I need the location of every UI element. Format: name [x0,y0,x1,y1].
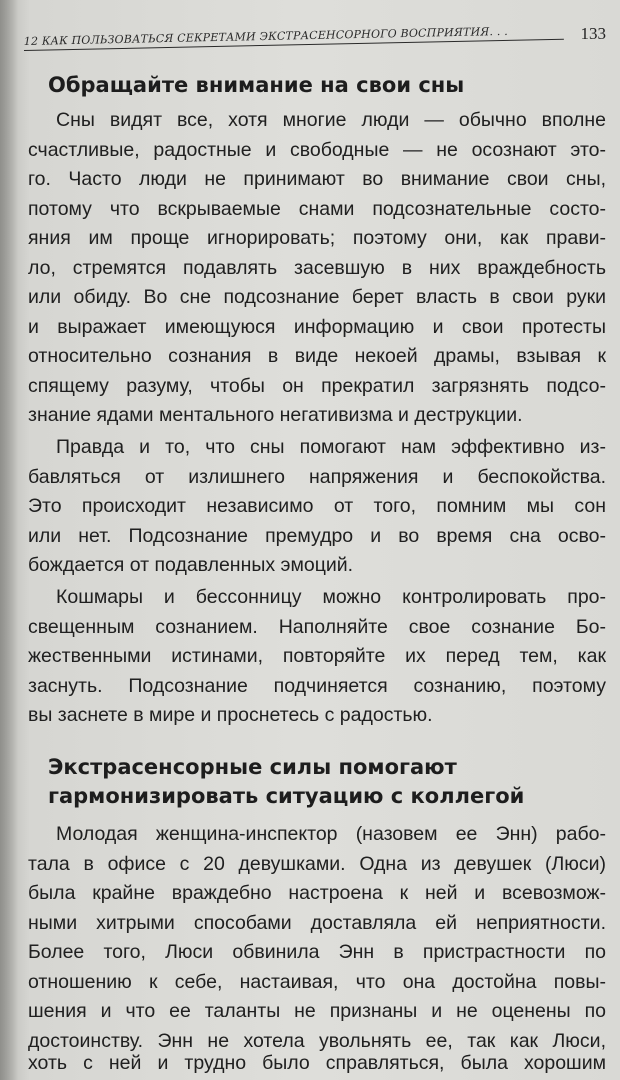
text-line: счастливые, радостные и свободные — не осознают это- [28,138,606,161]
text-line: знание ядами ментального негативизма и деструкции. [28,404,523,426]
text-line: ло, стремятся подавлять засевшую в них враждебность [28,256,606,279]
running-head [23,13,563,51]
text-line: бождается от подавленных эмоций. [28,554,354,576]
section-heading-line: Экстрасенсорные силы помогают [48,755,457,779]
text-line: Кошмары и бессонницу можно контролировать про- [56,586,606,608]
text-line: Более того, Люси обвинила Энн в пристрастности по [28,941,606,963]
text-line: ными хитрыми способами доставляла ей неприятности. [28,911,606,934]
binding-shadow [0,0,18,1080]
text-line: хоть с ней и трудно было справляться, была хорошим [28,1052,606,1074]
text-line: потому что вскрываемые снами подсознательные состо- [28,197,606,220]
text-line: или нет. Подсознание премудро и во время сна осво- [28,524,606,547]
text-line: го. Часто люди не принимают во внимание свои сны, [28,168,606,190]
text-line: Это происходит независимо от того, помним мы сон [28,495,606,517]
text-line: спящему разуму, чтобы он прекратил загрязнять подсо- [28,374,606,397]
text-line: отношению к себе, настаивая, что она достойна повы- [28,970,606,993]
text-line: Сны видят все, хотя многие люди — обычно вполне [56,109,606,131]
text-line: Правда и то, что сны помогают нам эффективно из- [56,436,606,458]
text-line: относительно сознания в виде некоей драмы, взывая к [28,345,606,367]
page-number: 133 [580,24,606,43]
running-head-title: 12 КАК ПОЛЬЗОВАТЬСЯ СЕКРЕТАМИ ЭКСТРАСЕНСОРНОГО ВОСПРИЯТИЯ. . . [23,24,509,49]
section-heading-line: гармонизировать ситуацию с коллегой [48,784,525,808]
text-line: тала в офисе с 20 девушками. Одна из девушек (Люси) [28,852,606,875]
text-line: свещенным сознанием. Наполняйте свое сознание Бо- [28,615,606,638]
text-line: и выражает имеющуюся информацию и свои протесты [28,315,606,338]
text-line: шения и что ее таланты не признаны и не оценены по [28,1000,606,1022]
text-line: Молодая женщина-инспектор (назовем ее Энн) рабо- [56,823,606,845]
text-line: или обиду. Во сне подсознание берет власть в свои руки [28,286,606,308]
section-heading: Обращайте внимание на свои сны [48,73,465,97]
text-line: вы заснете в мире и проснетесь с радостью. [28,704,433,726]
text-line: заснуть. Подсознание подчиняется сознанию, поэтому [28,674,606,697]
text-line: бавляться от излишнего напряжения и беспокойства. [28,465,606,488]
text-line: яния им проще игнорировать; поэтому они, как прави- [28,227,606,249]
text-line: достоинству. Энн не хотела увольнять ее, так как Люси, [28,1029,606,1052]
text-line: жественными истинами, повторяйте их перед тем, как [28,645,606,667]
text-line: была крайне враждебно настроена к ней и всевозмож- [28,882,606,904]
